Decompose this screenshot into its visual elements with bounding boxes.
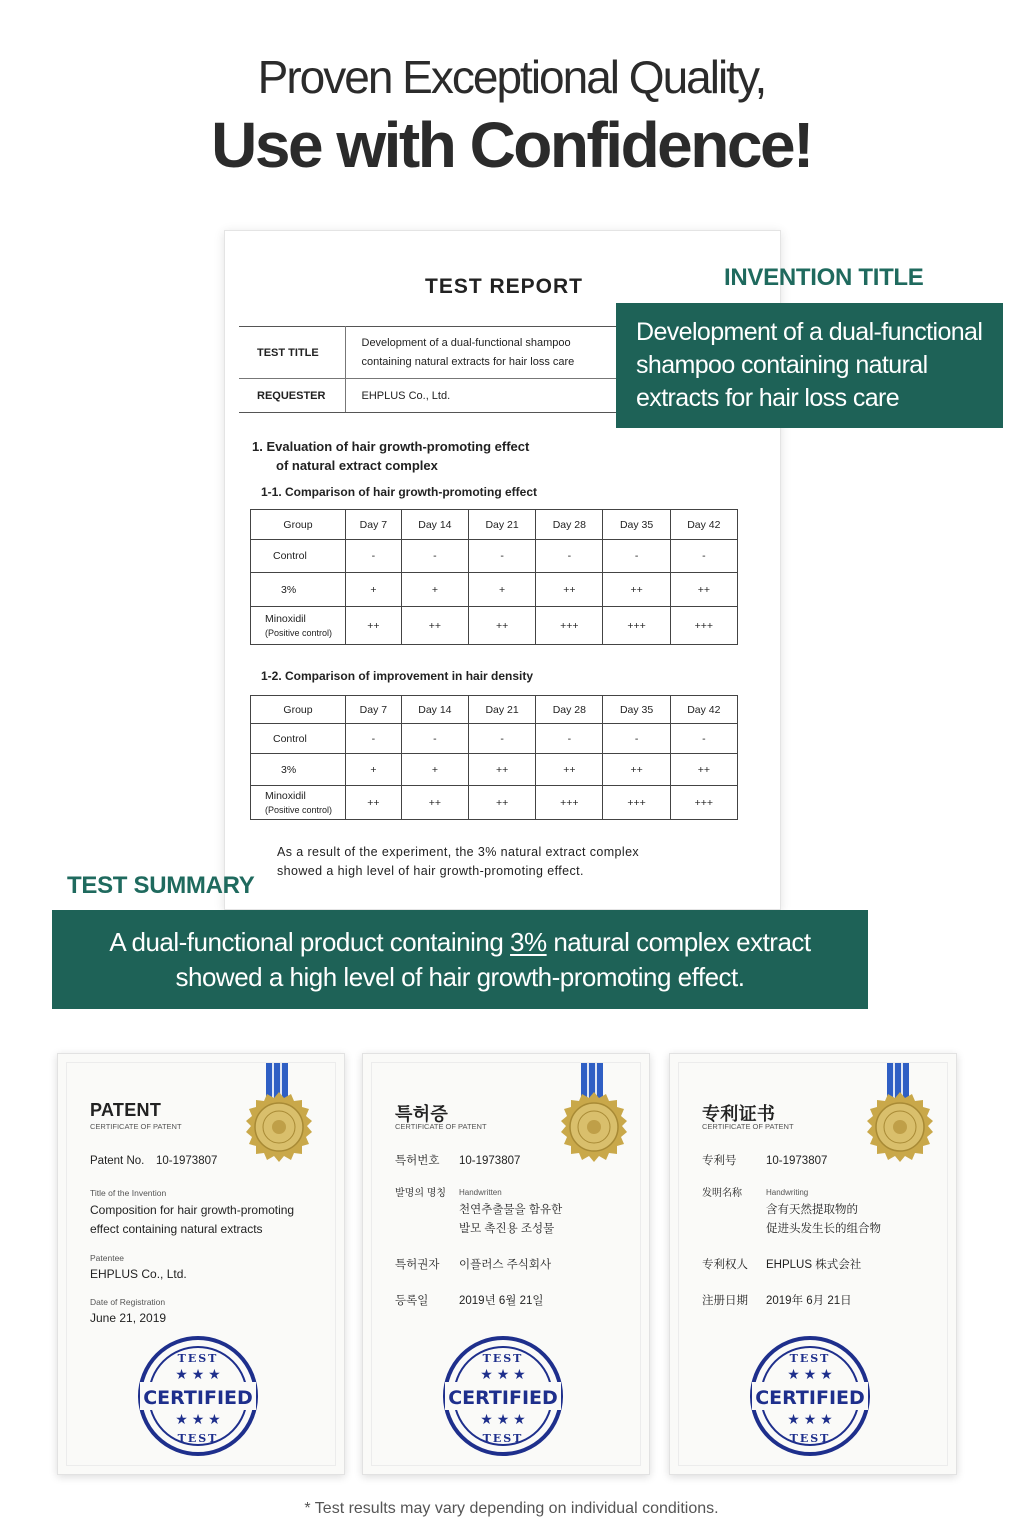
gold-seal-icon: [865, 1092, 935, 1162]
section1-line2: of natural extract complex: [276, 458, 438, 473]
cert-subtitle: CERTIFICATE OF PATENT: [395, 1122, 487, 1131]
gold-seal-icon: [244, 1092, 314, 1162]
group-cell: Control: [251, 724, 346, 754]
growth-table: [250, 509, 738, 645]
summary-line1: [52, 925, 868, 960]
value-cell: -: [346, 540, 402, 573]
invention-value: [90, 1201, 294, 1239]
summary-line1-pre: A dual-functional product containing: [109, 927, 511, 957]
value-cell: +++: [670, 607, 737, 645]
header-cell: Group: [251, 510, 346, 540]
stamp-bottom-text: TEST: [789, 1432, 831, 1445]
patentee-label: 专利权人: [702, 1259, 748, 1271]
table-row: [251, 724, 738, 754]
cert-subtitle: CERTIFICATE OF PATENT: [702, 1122, 794, 1131]
group-name: Minoxidil: [265, 789, 306, 802]
value-cell: ++: [670, 754, 737, 786]
cert-subtitle: CERTIFICATE OF PATENT: [90, 1122, 182, 1131]
stamp-bottom-text: TEST: [177, 1432, 219, 1445]
value-cell: -: [469, 540, 536, 573]
summary-line2: showed a high level of hair growth-promoting effect.: [175, 962, 745, 992]
patent-no-value: 10-1973807: [766, 1155, 828, 1167]
test-title-label: TEST TITLE: [239, 327, 345, 379]
patent-no-label: Patent No.: [90, 1155, 145, 1167]
value-cell: -: [536, 540, 603, 573]
invention-line2: shampoo containing natural: [636, 351, 928, 379]
table-row: [251, 573, 738, 607]
section1-line1: 1. Evaluation of hair growth-promoting effect: [252, 439, 530, 454]
section1-heading: [252, 437, 529, 475]
requester-value: EHPLUS Co., Ltd.: [345, 379, 739, 413]
disclaimer-footnote: * Test results may vary depending on individual conditions.: [304, 1500, 719, 1517]
test-title-line2: containing natural extracts for hair loss care: [361, 355, 575, 368]
value-cell: ++: [469, 786, 536, 820]
value-cell: ++: [346, 607, 402, 645]
header-cell: Day 42: [670, 696, 737, 724]
invention-handwriting: Handwritten: [459, 1188, 502, 1197]
stamp-top-text: TEST: [482, 1352, 524, 1365]
date-label: 注册日期: [702, 1295, 748, 1307]
summary-highlight: 3%: [510, 927, 547, 957]
gold-seal-icon: [559, 1092, 629, 1162]
header-cell: Day 21: [469, 510, 536, 540]
value-cell: ++: [401, 607, 468, 645]
invention-label: 发明名称: [702, 1188, 742, 1199]
patentee-value: EHPLUS Co., Ltd.: [90, 1267, 187, 1281]
cert-title: 专利证书: [702, 1104, 776, 1124]
value-cell: +: [401, 754, 468, 786]
svg-text:★ ★ ★: ★ ★ ★: [480, 1411, 526, 1427]
table-row: [251, 540, 738, 573]
stamp-middle-text: CERTIFIED: [755, 1387, 865, 1409]
group-cell: [251, 786, 346, 820]
header-cell: Day 35: [603, 510, 670, 540]
header-cell: Day 14: [401, 510, 468, 540]
svg-text:★ ★ ★: ★ ★ ★: [175, 1411, 221, 1427]
value-cell: ++: [401, 786, 468, 820]
patent-no-label: 专利号: [702, 1155, 737, 1167]
invention-value-line1: 천연추출물을 함유한: [459, 1204, 563, 1216]
invention-label: 발명의 명칭: [395, 1188, 447, 1199]
header-cell: Day 35: [603, 696, 670, 724]
invention-label: Title of the Invention: [90, 1188, 167, 1198]
value-cell: +++: [670, 786, 737, 820]
invention-line3: extracts for hair loss care: [636, 384, 900, 412]
group-cell: 3%: [251, 754, 346, 786]
subsection2-heading: 1-2. Comparison of improvement in hair density: [261, 669, 534, 683]
invention-value: [459, 1201, 562, 1239]
patentee-value: 이플러스 주식회사: [459, 1259, 552, 1271]
table-row: [251, 754, 738, 786]
patent-certificate-zh: [669, 1053, 957, 1475]
invention-value-line1: 含有天然提取物的: [766, 1204, 858, 1216]
invention-value-line2: 促进头发生长的组合物: [766, 1223, 881, 1235]
cert-title: PATENT: [90, 1100, 162, 1120]
test-summary-box: [52, 910, 868, 1009]
patentee-label: 특허권자: [395, 1259, 440, 1271]
stamp-bottom-text: TEST: [482, 1432, 524, 1445]
value-cell: +: [346, 754, 402, 786]
value-cell: ++: [469, 754, 536, 786]
patent-no-value: 10-1973807: [156, 1155, 218, 1167]
stamp-middle-text: CERTIFIED: [143, 1387, 253, 1409]
header-cell: Day 28: [536, 510, 603, 540]
value-cell: ++: [603, 573, 670, 607]
value-cell: +++: [536, 607, 603, 645]
report-title: TEST REPORT: [425, 275, 584, 298]
invention-line1: Development of a dual-functional: [636, 318, 983, 346]
value-cell: ++: [536, 754, 603, 786]
value-cell: +++: [603, 786, 670, 820]
patentee-value: EHPLUS 株式会社: [766, 1259, 862, 1271]
headline-line1: Proven Exceptional Quality,: [257, 51, 766, 103]
header-cell: Day 14: [401, 696, 468, 724]
value-cell: ++: [469, 607, 536, 645]
value-cell: -: [346, 724, 402, 754]
table-row: [251, 607, 738, 645]
density-table: [250, 695, 738, 820]
value-cell: +: [346, 573, 402, 607]
value-cell: ++: [670, 573, 737, 607]
value-cell: -: [603, 724, 670, 754]
stamp-top-text: TEST: [789, 1352, 831, 1365]
svg-text:★ ★ ★: ★ ★ ★: [480, 1366, 526, 1382]
header-cell: Day 7: [346, 510, 402, 540]
patent-no-value: 10-1973807: [459, 1155, 521, 1167]
patent-certificate-ko: [362, 1053, 650, 1475]
svg-text:★ ★ ★: ★ ★ ★: [175, 1366, 221, 1382]
group-cell: Control: [251, 540, 346, 573]
certified-stamp-icon: [441, 1334, 565, 1458]
patent-no-row: [90, 1152, 217, 1171]
svg-text:★ ★ ★: ★ ★ ★: [787, 1366, 833, 1382]
value-cell: +++: [603, 607, 670, 645]
report-result-text: [277, 843, 639, 881]
summary-line1-post: natural complex extract: [546, 927, 811, 957]
invention-value-line2: effect containing natural extracts: [90, 1222, 263, 1236]
svg-text:★ ★ ★: ★ ★ ★: [787, 1411, 833, 1427]
certified-stamp-icon: [136, 1334, 260, 1458]
test-summary-label: TEST SUMMARY: [67, 872, 255, 899]
date-value: 2019年 6月 21日: [766, 1295, 852, 1307]
patentee-label: Patentee: [90, 1253, 125, 1263]
value-cell: -: [536, 724, 603, 754]
stamp-top-text: TEST: [177, 1352, 219, 1365]
result-line1: As a result of the experiment, the 3% natural extract complex: [277, 845, 640, 859]
value-cell: -: [670, 724, 737, 754]
invention-title-box: [616, 303, 1003, 428]
value-cell: ++: [346, 786, 402, 820]
table-header-row: [251, 696, 738, 724]
invention-handwriting: Handwriting: [766, 1188, 809, 1197]
group-cell: [251, 607, 346, 645]
value-cell: -: [603, 540, 670, 573]
value-cell: -: [469, 724, 536, 754]
date-value: 2019년 6월 21일: [459, 1295, 544, 1307]
header-cell: Group: [251, 696, 346, 724]
stamp-middle-text: CERTIFIED: [448, 1387, 558, 1409]
invention-value-line2: 발모 촉진용 조성물: [459, 1223, 555, 1235]
value-cell: -: [401, 540, 468, 573]
patent-certificate-en: [57, 1053, 345, 1475]
date-value: June 21, 2019: [90, 1311, 167, 1325]
table-row: [251, 786, 738, 820]
certified-stamp-icon: [748, 1334, 872, 1458]
group-note: (Positive control): [265, 627, 333, 638]
value-cell: +: [401, 573, 468, 607]
value-cell: ++: [536, 573, 603, 607]
invention-title-label: INVENTION TITLE: [724, 264, 924, 291]
value-cell: ++: [603, 754, 670, 786]
patent-no-label: 특허번호: [395, 1155, 440, 1167]
value-cell: +++: [536, 786, 603, 820]
header-cell: Day 7: [346, 696, 402, 724]
value-cell: +: [469, 573, 536, 607]
header-cell: Day 21: [469, 696, 536, 724]
subsection1-heading: 1-1. Comparison of hair growth-promoting effect: [261, 485, 538, 499]
value-cell: -: [670, 540, 737, 573]
test-title-line1: Development of a dual-functional shampoo: [361, 336, 571, 349]
invention-value: [766, 1201, 881, 1239]
date-label: 등록일: [395, 1295, 429, 1307]
date-label: Date of Registration: [90, 1297, 166, 1307]
result-line2: showed a high level of hair growth-promoting effect.: [277, 864, 584, 878]
header-cell: Day 42: [670, 510, 737, 540]
cert-title: 특허증: [395, 1104, 449, 1124]
table-header-row: [251, 510, 738, 540]
group-note: (Positive control): [265, 804, 333, 815]
headline-line2: Use with Confidence!: [211, 109, 812, 181]
invention-value-line1: Composition for hair growth-promoting: [90, 1203, 295, 1217]
requester-label: REQUESTER: [239, 379, 345, 413]
group-cell: 3%: [251, 573, 346, 607]
header-cell: Day 28: [536, 696, 603, 724]
value-cell: -: [401, 724, 468, 754]
group-name: Minoxidil: [265, 612, 306, 625]
